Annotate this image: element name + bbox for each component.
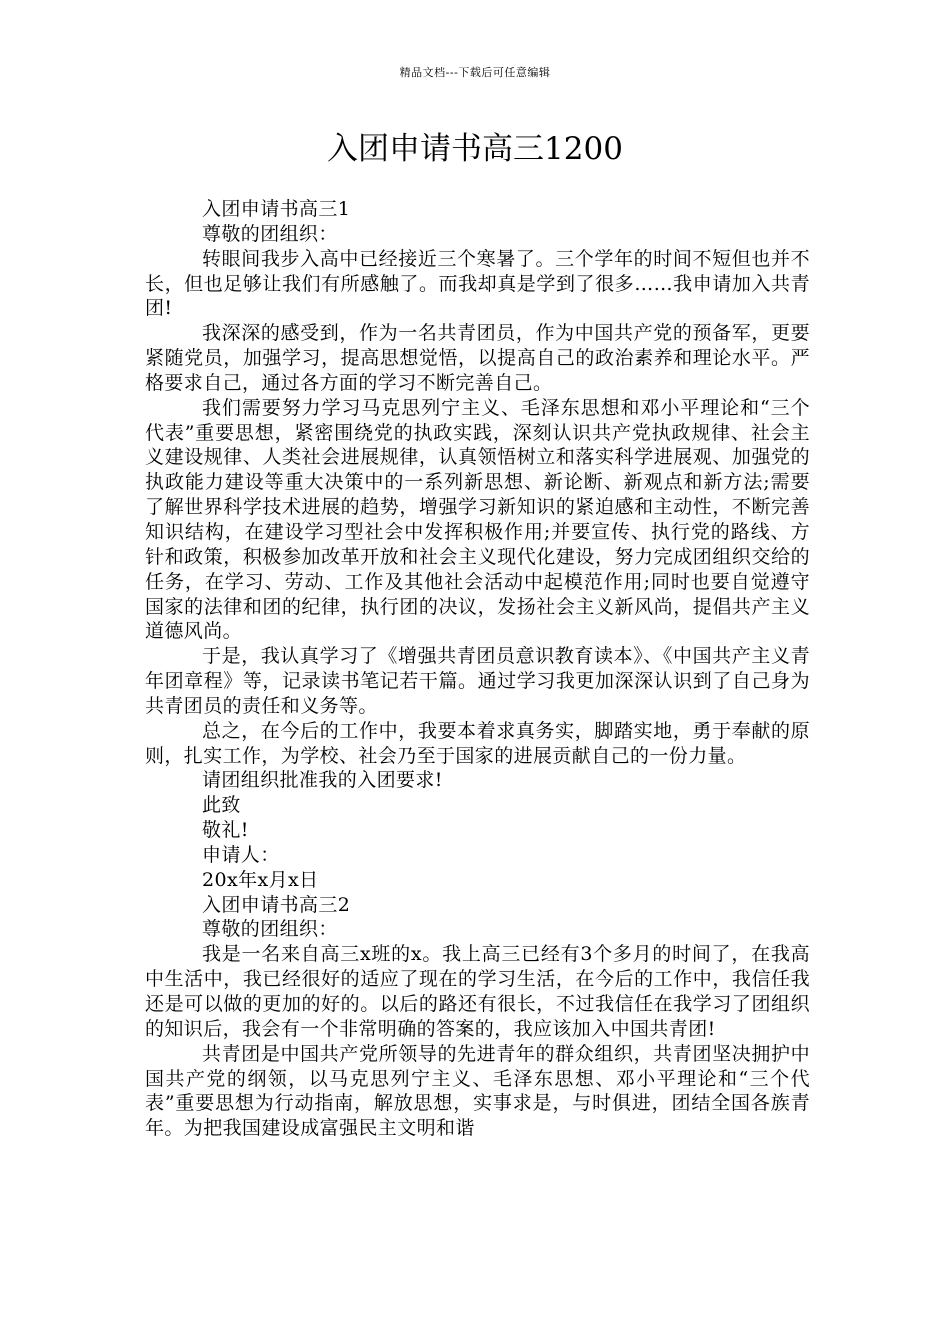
document-body [145, 197, 810, 1141]
paragraph: 此致 [202, 794, 241, 817]
paragraph: 转眼间我步入高中已经接近三个寒暑了。三个学年的时间不短但也并不长，但也足够让我们有所感触了。而我却真是学到了很多……我申请加入共青团! [145, 247, 810, 320]
paragraph: 我是一名来自高三x班的x。我上高三已经有3个多月的时间了，在我高中生活中，我已经很好的适应了现在的学习生活，在今后的工作中，我信任我还是可以做的更加的好的。以后的路还有很长，不过我信任在我学习了团组织的知识后，我会有一个非常明确的答案的，我应该加入中国共青团! [145, 943, 810, 1040]
header-note: 精品文档---下载后可任意编辑 [399, 66, 551, 79]
paragraph: 20x年x月x日 [202, 868, 319, 891]
paragraph: 入团申请书高三2 [202, 893, 351, 916]
paragraph: 总之，在今后的工作中，我要本着求真务实，脚踏实地，勇于奉献的原则，扎实工作，为学校、社会乃至于国家的进展贡献自己的一份力量。 [145, 719, 810, 767]
paragraph: 尊敬的团组织： [202, 222, 338, 245]
paragraph: 我深深的感受到，作为一名共青团员，作为中国共产党的预备军，更要紧随党员，加强学习，提高思想觉悟，以提高自己的政治素养和理论水平。严格要求自己，通过各方面的学习不断完善自己。 [145, 322, 810, 394]
paragraph: 我们需要努力学习马克思列宁主义、毛泽东思想和邓小平理论和“三个代表”重要思想，紧密围绕党的执政实践，深刻认识共产党执政规律、社会主义建设规律、人类社会进展规律，认真领悟树立和落实科学进展观、加强党的执政能力建设等重大决策中的一系列新思想、新论断、新观点和新方法;需要了解世界科学技术进展的趋势，增强学习新知识的紧迫感和主动性，不断完善知识结构，在建设学习型社会中发挥积极作用;并要宣传、执行党的路线、方针和政策，积极参加改革开放和社会主义现代化建设，努力完成团组织交给的任务，在学习、劳动、工作及其他社会活动中起模范作用;同时也要自觉遵守国家的法律和团的纪律，执行团的决议，发扬社会主义新风尚，提倡共产主义道德风尚。 [145, 396, 810, 643]
document-title: 入团申请书高三1200 [327, 131, 623, 167]
paragraph: 共青团是中国共产党所领导的先进青年的群众组织，共青团坚决拥护中国共产党的纲领，以马克思列宁主义、毛泽东思想、邓小平理论和“三个代表”重要思想为行动指南，解放思想，实事求是，与时俱进，团结全国各族青年。为把我国建设成富强民主文明和谐 [145, 1042, 810, 1140]
paragraph: 于是，我认真学习了《增强共青团员意识教育读本》、《中国共产主义青年团章程》等，记录读书笔记若干篇。通过学习我更加深深认识到了自己身为共青团员的责任和义务等。 [145, 645, 810, 717]
paragraph: 敬礼! [202, 819, 249, 842]
paragraph: 尊敬的团组织： [202, 918, 338, 941]
paragraph: 请团组织批准我的入团要求! [202, 769, 443, 792]
paragraph: 申请人： [202, 843, 280, 866]
paragraph: 入团申请书高三1 [202, 198, 351, 220]
